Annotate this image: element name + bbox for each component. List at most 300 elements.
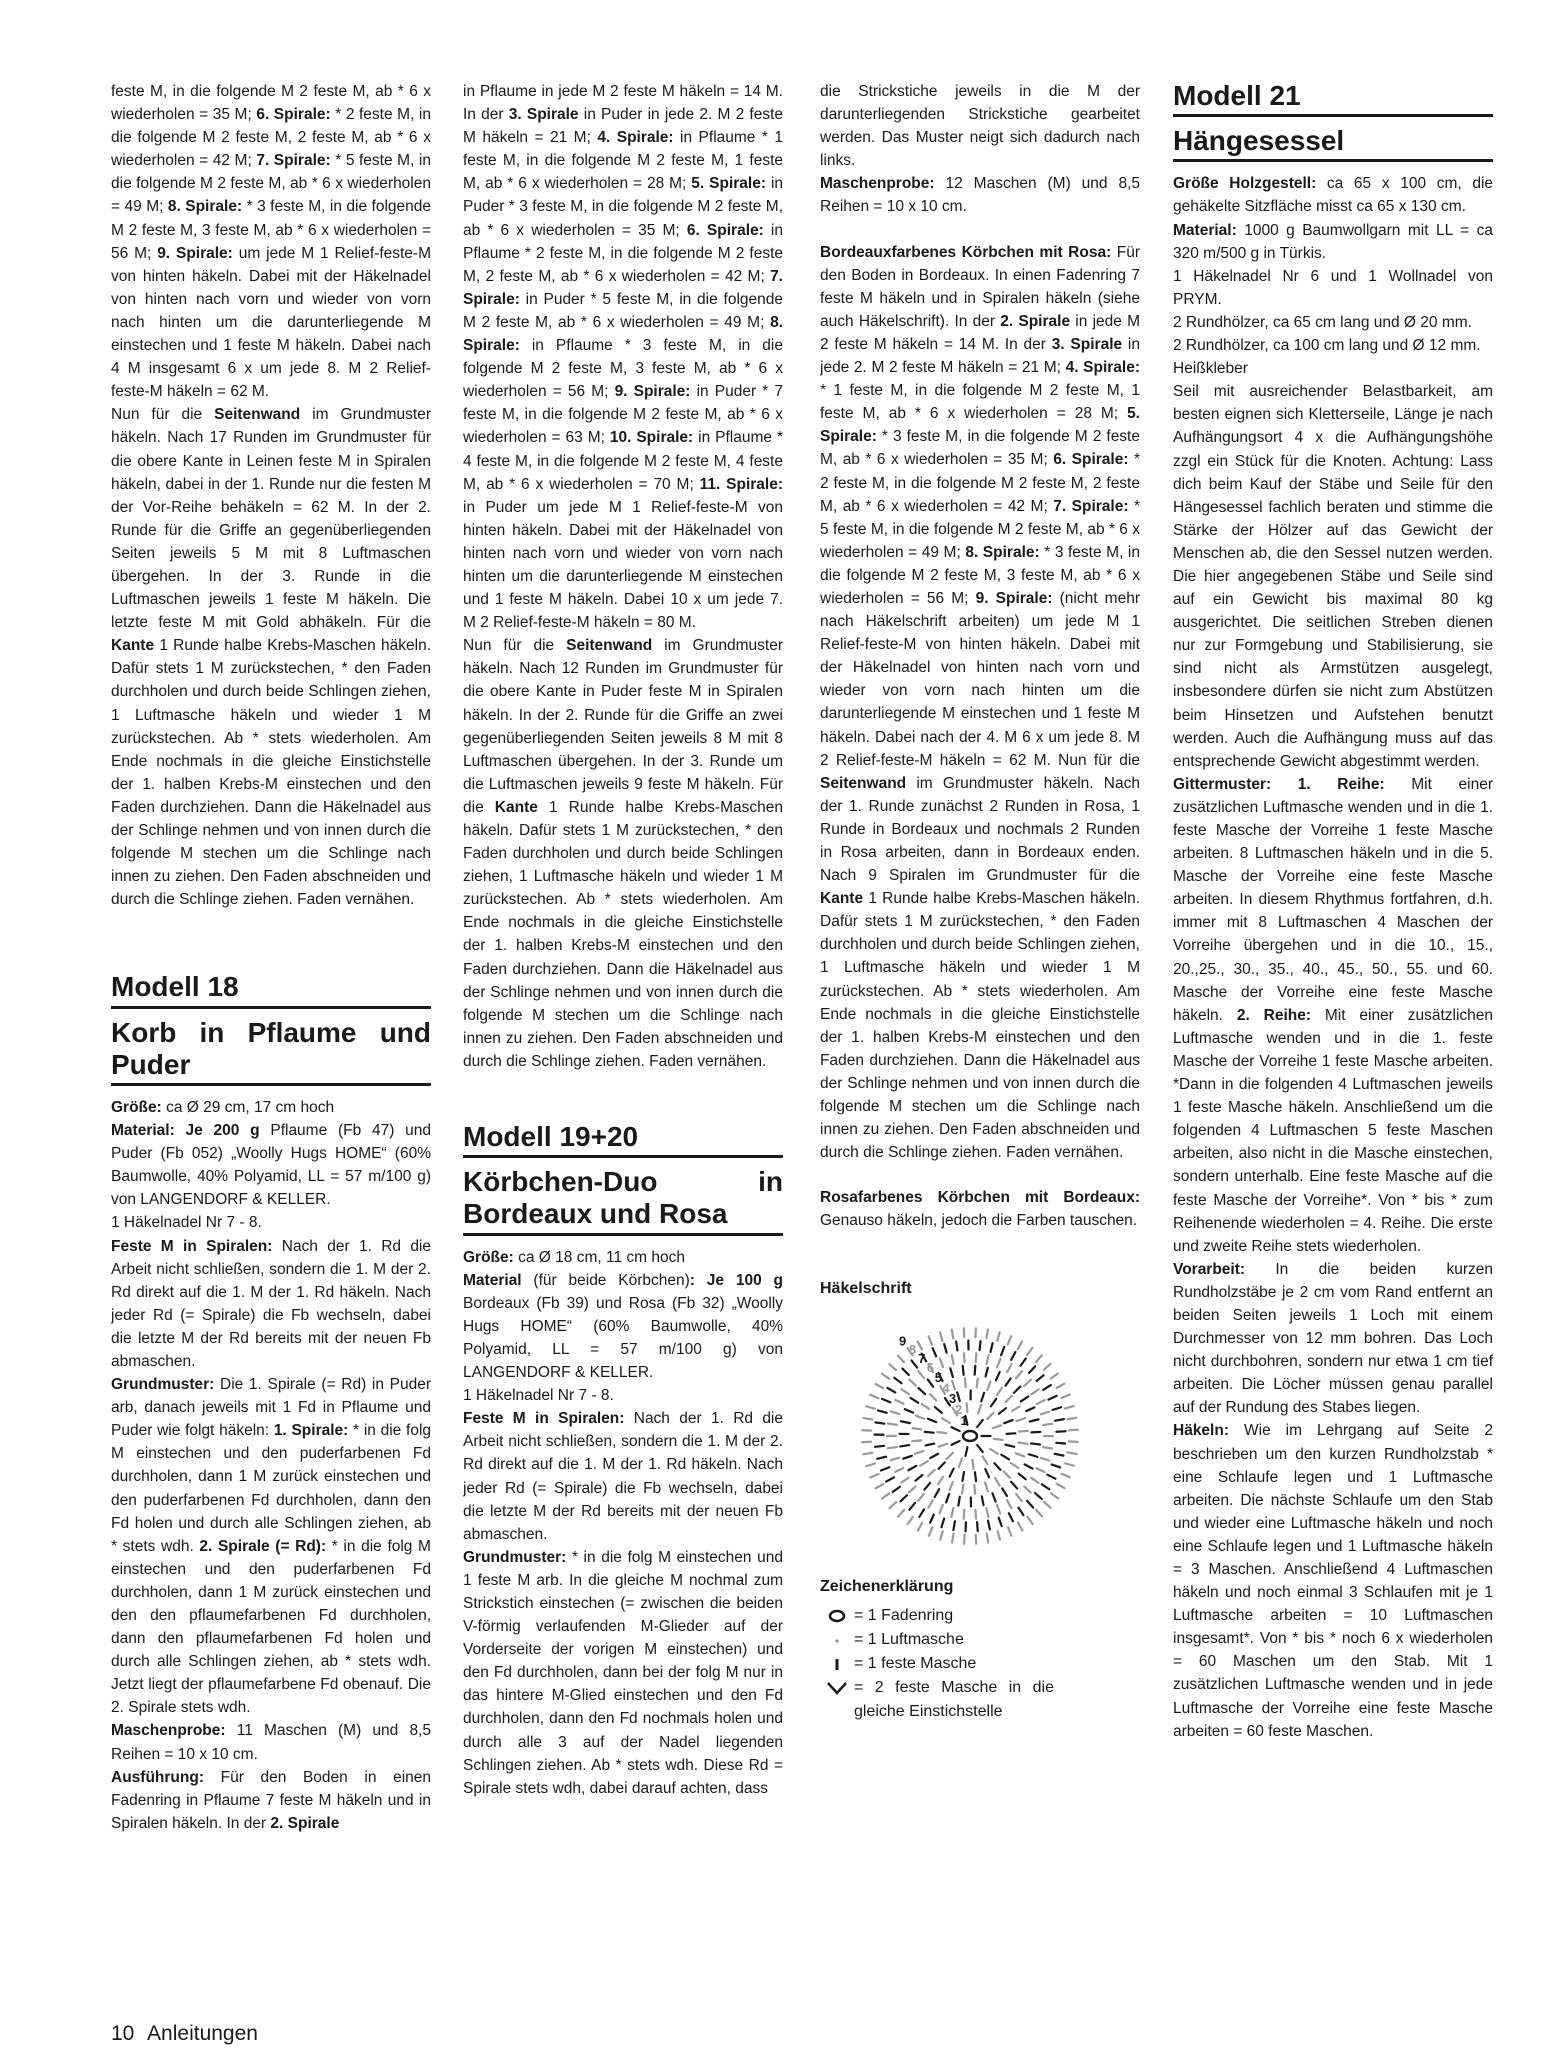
paragraph: Nun für die Seitenwand im Grundmuster häkeln. Nach 17 Runden im Grundmuster für die obere Kante in Leinen feste M in Spiralen häkeln, dabei in der 1. Runde nur die festen M der Vor-Reihe behäkeln = 62 M. In der 2. Runde für die Griffe an gegenüberliegenden Seiten jeweils 5 M mit 8 Luftmaschen übergehen. In der 3. Runde in die Luftmaschen jeweils 1 feste M häkeln. Die letzte feste M mit Gold abhäkeln. Für die Kante 1 Runde halbe Krebs-Maschen häkeln. Dafür stets 1 M zurückstechen, * den Faden durchholen und durch beide Schlingen ziehen, 1 Luftmasche häkeln und wieder 1 M zurückstechen. Ab * stets wiederholen. Am Ende nochmals in die gleiche Einstichstelle der 1. halben Krebs-M einstechen und den Faden durchziehen. Dann die Häkelnadel aus der Schlinge nehmen und von innen durch die folgende M stechen um die Schlinge nach innen zu ziehen. Den Faden abschneiden und durch die Schlinge ziehen. Faden vernähen. (111, 406, 431, 909)
chart-stitch (929, 1527, 932, 1535)
chart-stitch (866, 1406, 875, 1408)
increase-v-icon (820, 1676, 854, 1695)
chart-stitch (922, 1404, 930, 1409)
bold-term: Feste M in Spiralen: (111, 1237, 273, 1255)
chart-stitch (977, 1445, 983, 1452)
chart-stitch (942, 1418, 950, 1423)
chart-stitch (913, 1428, 922, 1429)
chart-stitch (987, 1412, 993, 1418)
chart-stitch (1026, 1407, 1034, 1411)
chart-stitch (928, 1500, 933, 1508)
chart-stitch (987, 1533, 989, 1542)
chart-stitch (1065, 1406, 1074, 1409)
chart-stitch (965, 1447, 967, 1456)
paragraph: Ausführung: Für den Boden in einen Fadenring in Pflaume 7 feste M häkeln und in Spiralen häkeln. In der 2. Spirale (111, 1768, 431, 1832)
bold-term: Größe: (463, 1248, 514, 1266)
bold-term: 6. Spirale: (686, 221, 764, 239)
chart-stitch (1007, 1364, 1012, 1372)
chart-stitch (890, 1502, 897, 1508)
bold-term: 4. Spirale: (597, 129, 674, 147)
paragraph: Größe Holzgestell: ca 65 x 100 cm, die gehäkelte Sitzfläche misst ca 65 x 130 cm. (1173, 175, 1493, 216)
legend-title: Zeichenerklärung (820, 1577, 954, 1595)
chart-stitch (882, 1373, 889, 1378)
chart-stitch (1016, 1371, 1022, 1378)
bold-term: Material: Je 200 g (111, 1122, 260, 1140)
chart-stitch (1061, 1394, 1069, 1397)
chart-stitch (930, 1514, 934, 1522)
chart-stitch (997, 1358, 1000, 1366)
chart-stitch (990, 1449, 998, 1454)
chart-stitch (912, 1360, 918, 1367)
chart-stitch (1055, 1419, 1064, 1421)
page-number: 10 (111, 2022, 135, 2045)
chart-stitch (930, 1394, 936, 1401)
chart-stitch (928, 1418, 936, 1421)
model-21-title: Hängesessel (1173, 125, 1493, 162)
chart-stitch (997, 1332, 999, 1341)
bold-term: : Je 100 g (689, 1271, 783, 1289)
chart-stitch (975, 1509, 976, 1518)
paragraph: Feste M in Spiralen: Nach der 1. Rd die Arbeit nicht schließen, sondern die 1. M der 2. Rd direkt auf die 1. M der 1. Rd häkeln. Nach jeder Rd (= Spirale) die Fb wechseln, dabei die letzte M der Rd bereits mit der neuen Fb abmaschen. (111, 1237, 431, 1370)
chart-stitch (1031, 1477, 1038, 1482)
chart-stitch (1068, 1452, 1077, 1453)
chart-stitch (958, 1496, 959, 1505)
chart-stitch (908, 1516, 913, 1523)
legend-text: = 1 feste Masche (854, 1654, 977, 1672)
chart-stitch (918, 1371, 924, 1378)
ring-icon (820, 1609, 854, 1623)
bold-term: Feste M in Spiralen: (463, 1410, 625, 1428)
chart-stitch (866, 1463, 875, 1466)
chart-stitch (1008, 1527, 1011, 1535)
chart-stitch (997, 1505, 1000, 1513)
single-crochet-icon (820, 1656, 854, 1672)
paragraph: Bordeauxfarbenes Körbchen mit Rosa: Für den Boden in Bordeaux. In einen Fadenring 7 feste M häkeln und in Spiralen häkeln (siehe auch Häkelschrift). In der 2. Spirale in jede M 2 feste M häkeln = 14 M. In der 3. Spirale in jede 2. M 2 feste M häkeln = 21 M; 4. Spirale: * 1 feste M, in die folgende M 2 feste M, 1 feste M, ab * 6 x wiederholen = 28 M; 5. Spirale: * 3 feste M, in die folgende M 2 feste M, ab * 6 x wiederholen = 35 M; 6. Spirale: * 2 feste M, in die folgende M 2 feste M, 2 feste M, ab * 6 x wiederholen = 42 M; 7. Spirale: * 5 feste M, in die folgende M 2 feste M, ab * 6 x wiederholen = 49 M; 8. Spirale: * 3 feste M, in die folgende M 2 feste M, 3 feste M, ab * 6 x wiederholen = 56 M; 9. Spirale: (nicht mehr nach Häkelschrift arbeiten) um jede M 1 Relief-feste-M von hinten häkeln. Dabei mit der Häkelnadel von hinten nach vorn und wieder von vorn nach hinten um die darunterliegende M einstechen und 1 feste M häkeln. Dabei nach der 4. M 6 x um jede 8. M 2 Relief-feste-M häkeln = 62 M. Nun für die Seitenwand im Grundmuster häkeln. Nach der 1. Runde zunächst 2 Runden in Rosa, 1 Runde in Bordeaux und nochmals 2 Runden in Rosa arbeiten, dann in Bordeaux enden. Nach 9 Spiralen im Grundmuster für die Kante 1 Runde halbe Krebs-Maschen häkeln. Dafür stets 1 M zurückstechen, * den Faden durchholen und durch beide Schlingen ziehen, 1 Luftmasche häkeln und wieder 1 M zurückstechen. Ab * stets wiederholen. Am Ende nochmals in die gleiche Einstichstelle der 1. halben Krebs-M einstechen und den Faden durchziehen. Dann die Häkelnadel aus der Schlinge nehmen und von innen durch die folgende M stechen um die Schlinge nach innen zu ziehen. Den Faden abschneiden und durch die Schlinge ziehen. Faden vernähen. (820, 243, 1140, 1162)
chart-stitch (876, 1484, 884, 1488)
bold-term: Rosafarbenes Körbchen mit Bordeaux: (820, 1189, 1140, 1207)
paragraph: Feste M in Spiralen: Nach der 1. Rd die Arbeit nicht schließen, sondern die 1. M der 2. Rd direkt auf die 1. M der 1. Rd häkeln. Nach jeder Rd (= Spirale) die Fb wechseln, dabei die letzte M der Rd bereits mit der neuen Fb abmaschen. (463, 1410, 783, 1543)
chart-stitch (963, 1472, 964, 1481)
column-4 (1173, 80, 1493, 1743)
chart-stitch (928, 1379, 933, 1386)
chart-stitch (986, 1367, 988, 1376)
model-21-label: Modell 21 (1173, 80, 1493, 117)
chart-stitch (870, 1394, 878, 1397)
chart-stitch (893, 1486, 900, 1491)
chart-stitch (875, 1445, 884, 1446)
chart-stitch (996, 1372, 1000, 1380)
chart-stitch (986, 1508, 988, 1517)
chart-stitch (951, 1508, 953, 1517)
bold-term: 6. Spirale: (1053, 451, 1129, 469)
chart-stitch (929, 1336, 932, 1344)
paragraph: Größe: ca Ø 18 cm, 11 cm hoch (463, 1248, 685, 1266)
chart-round-number: 9 (899, 1333, 907, 1349)
chart-stitch (930, 1453, 938, 1457)
bold-term: 11. Spirale: (699, 475, 783, 493)
chart-stitch (1051, 1373, 1058, 1378)
bold-term: 10. Spirale: (609, 429, 694, 447)
paragraph: Seil mit ausreichender Belastbarkeit, am besten eignen sich Kletterseile, Länge je nach Aufhängungsort 4 x die Aufhängungshöhe zzgl ein Stück für die Knoten. Achtung: Lass dich beim Kauf der Stäbe und Seile für den Hängesessel fachlich beraten und stimme die Stärke der Hölzer auf das Gewicht der Menschen ab, die den Sessel nutzen werden. Die hier angegebenen Stäbe und Seile sind auf ein Gewicht bis maximal 80 kg ausgerichtet. Die seitlichen Streben dienen nur zur Formgebung und Stabilisierung, sie sind nicht als Armstützen ausgelegt, insbesondere dürfen sie nicht zum Abstützen beim Hinsetzen und Aufstehen benutzt werden. Auch die Aufhängung muss auf das entsprechende Gewicht abgestimmt werden. (1173, 383, 1493, 770)
paragraph: Gittermuster: 1. Reihe: Mit einer zusätzlichen Luftmasche wenden und in die 1. feste Masche der Vorreihe 1 feste Masche arbeiten. 8 Luftmaschen häkeln und in die 5. Masche der Vorreihe eine feste Masche arbeiten. In diesem Rhythmus fortfahren, d.h. immer mit 8 Luftmaschen 4 Maschen der Vorreihe übergehen und in die 10., 15., 20.,25., 30., 35., 40., 45., 50., 55. und 60. Masche der Vorreihe eine feste Masche häkeln. 2. Reihe: Mit einer zusätzlichen Luftmasche wenden und in die 1. feste Masche der Vorreihe 1 feste Masche arbeiten. *Dann in die folgenden 4 Luftmaschen jeweils 1 feste Masche häkeln. Anschließend um die folgenden 4 Luftmaschen 5 feste Maschen arbeiten, also nicht in die Masche einstechen, sondern unterhalb. Eine feste Masche auf die feste Masche der Vorreihe*. Von * bis * zum Reihenende wiederholen = 4. Reihe. Die erste und zweite Reihe stets wiederholen. (1173, 775, 1493, 1255)
chart-stitch (967, 1403, 968, 1412)
chart-stitch (877, 1456, 886, 1458)
bold-term: 8. Spirale: (167, 198, 243, 216)
chart-stitch (1014, 1386, 1020, 1392)
paragraph: Heißkleber (1173, 360, 1248, 378)
chart-stitch (1005, 1378, 1010, 1385)
chart-stitch (1021, 1396, 1028, 1401)
bold-term: Grundmuster: (111, 1376, 215, 1394)
paragraph: Material (für beide Körbchen): Je 100 g Bordeaux (Fb 39) und Rosa (Fb 32) „Woolly Hugs HOME“ (60% Baumwolle, 40% Polyamid, LL = 57 m/100 g) von LANGENDORF & KELLER. (463, 1271, 783, 1382)
bold-term: 5. Spirale: (691, 175, 767, 193)
chart-stitch (1037, 1375, 1044, 1381)
paragraph: Maschenprobe: 11 Maschen (M) und 8,5 Reihen = 10 x 10 cm. (111, 1722, 431, 1763)
chart-stitch (940, 1504, 943, 1512)
chart-stitch (941, 1518, 944, 1527)
bold-term: Vorarbeit: (1173, 1260, 1246, 1278)
chart-stitch (983, 1456, 988, 1464)
chart-stitch (962, 1484, 963, 1493)
chart-stitch (902, 1368, 908, 1374)
bold-term: 2. Spirale (= Rd): (199, 1537, 327, 1555)
chart-stitch (925, 1431, 934, 1432)
chart-stitch (1068, 1417, 1077, 1419)
chart-stitch (959, 1458, 962, 1466)
chart-stitch (975, 1365, 976, 1374)
chart-stitch (950, 1468, 954, 1476)
paragraph: 1 Häkelnadel Nr 7 - 8. (463, 1387, 614, 1405)
chart-stitch (1004, 1420, 1012, 1423)
chart-round-number: 5 (934, 1369, 943, 1385)
chart-stitch (953, 1521, 955, 1530)
bold-term: Häkeln: (1173, 1422, 1229, 1440)
chart-stitch (908, 1465, 916, 1469)
chart-stitch (952, 1441, 960, 1445)
chart-stitch (1065, 1463, 1074, 1465)
chart-stitch (863, 1418, 872, 1419)
chart-stitch (939, 1443, 948, 1446)
chart-stitch (1030, 1419, 1039, 1421)
chart-round-number: 2 (955, 1401, 963, 1417)
model-19-20-title: Körbchen-Duo in Bordeaux und Rosa (463, 1166, 783, 1235)
chart-stitch (918, 1341, 922, 1349)
chart-stitch (909, 1502, 915, 1509)
chart-stitch (1007, 1500, 1011, 1508)
chart-stitch (905, 1409, 913, 1412)
chart-stitch (898, 1355, 904, 1362)
chart-stitch (901, 1421, 910, 1423)
chart-stitch (976, 1353, 977, 1362)
chart-stitch (999, 1408, 1006, 1414)
chart-stitch (1027, 1516, 1032, 1523)
bold-term: Material: (1173, 221, 1237, 239)
bold-term: 9. Spirale: (975, 589, 1053, 607)
chart-stitch (888, 1447, 897, 1448)
chart-stitch (1029, 1454, 1038, 1457)
chart-stitch (997, 1387, 1002, 1395)
section-name: Anleitungen (147, 2022, 258, 2045)
chart-stitch (1031, 1443, 1040, 1444)
paragraph: die Strickstiche jeweils in die M der darunterliegenden Strickstiche gearbeitet werden. Das Muster neigt sich dadurch nach links. (820, 83, 1140, 170)
paragraph: Grundmuster: Die 1. Spirale (= Rd) in Puder arb, danach jeweils mit 1 Fd in Pflaume und Puder wie folgt häkeln: 1. Spirale: * in die folg M einstechen und den puderfarbenen Fd durchholen, dann 1 M zurück einstechen und den puderfarbenen Fd durchholen, dann den Fd holen und durch alle Schlingen ziehen, ab * stets wdh. 2. Spirale (= Rd): * in die folg M einstechen und den puderfarbenen Fd durchholen, dann 1 M zurück einstechen und den den pflaumefarbenen Fd durchholen, dann den pflaumefarbenen Fd holen und durch alle Schlingen ziehen, ab * stets wdh. Jetzt liegt der pflaumefarbene Fd obenauf. Die 2. Spirale stets wdh. (111, 1376, 431, 1717)
chart-stitch (935, 1407, 942, 1413)
bold-term: 8. Spirale: (463, 313, 783, 355)
chart-stitch (918, 1388, 925, 1394)
chart-stitch (1001, 1454, 1009, 1459)
chart-stitch (1024, 1486, 1031, 1492)
paragraph: Rosafarbenes Körbchen mit Bordeaux: Genauso häkeln, jedoch die Farben tauschen. (820, 1189, 1140, 1230)
chart-stitch (1031, 1389, 1038, 1394)
chart-stitch (900, 1445, 909, 1446)
chart-stitch (935, 1489, 940, 1497)
paragraph: Material: Je 200 g Pflaume (Fb 47) und Puder (Fb 052) „Woolly Hugs HOME“ (60% Baumwolle, 40% Polyamid, LL = 57 m/100 g) von LANGENDORF & KELLER. (111, 1122, 431, 1209)
chart-stitch (915, 1475, 922, 1481)
chart-stitch (1052, 1464, 1060, 1467)
chart-stitch (925, 1443, 934, 1445)
chart-stitch (1001, 1346, 1004, 1354)
bold-term: 2. Spirale (270, 1814, 340, 1832)
bold-term: Seitenwand (566, 637, 653, 655)
chart-stitch (918, 1522, 922, 1530)
chart-stitch (1055, 1453, 1064, 1455)
chart-stitch (933, 1348, 937, 1356)
chart-stitch (978, 1405, 981, 1413)
chart-stitch (944, 1344, 946, 1353)
chart-stitch (1017, 1418, 1026, 1421)
bold-term: 9. Spirale: (157, 244, 233, 262)
column-3 (820, 80, 1140, 1724)
chart-stitch (964, 1328, 965, 1337)
chart-stitch (985, 1469, 989, 1477)
paragraph: 1 Häkelnadel Nr 7 - 8. (111, 1214, 262, 1232)
chart-stitch (977, 1420, 983, 1427)
chart-stitch (950, 1368, 953, 1377)
column-1 (111, 80, 431, 1835)
chart-stitch (1019, 1430, 1028, 1431)
bold-term: 3. Spirale (1051, 335, 1123, 353)
paragraph: 2 Rundhölzer, ca 65 cm lang und Ø 20 mm. (1173, 313, 1472, 331)
chart-stitch (1041, 1458, 1050, 1461)
chart-stitch (939, 1462, 945, 1469)
chart-stitch (1005, 1396, 1012, 1402)
chart-stitch (988, 1520, 990, 1529)
bold-term: 9. Spirale: (614, 383, 691, 401)
bold-term: Seitenwand (820, 774, 907, 792)
bold-term: 7. Spirale: (256, 152, 331, 170)
bold-term: 7. Spirale: (463, 267, 783, 308)
legend-text: = 1 Fadenring (854, 1606, 954, 1624)
chart-stitch (1011, 1481, 1017, 1488)
chart-stitch (1024, 1379, 1031, 1385)
legend-item (820, 1676, 1140, 1724)
chart-stitch (875, 1383, 883, 1387)
chart-stitch (1043, 1447, 1052, 1448)
legend (820, 1604, 1140, 1724)
page-footer (111, 2022, 258, 2046)
bold-term: Ausführung: (111, 1768, 204, 1786)
bold-term: Maschenprobe: (111, 1722, 226, 1740)
chart-stitch (1011, 1352, 1015, 1360)
chart-stitch (952, 1329, 954, 1338)
chart-stitch (887, 1388, 895, 1393)
bold-term: Seitenwand (214, 406, 301, 424)
chart-stitch (998, 1531, 1001, 1540)
chart-stitch (1036, 1509, 1042, 1516)
legend-item (820, 1652, 1140, 1676)
chart-stitch (912, 1440, 921, 1441)
chart-stitch (975, 1472, 976, 1481)
chart-stitch (987, 1355, 989, 1364)
paragraph: Häkeln: Wie im Lehrgang auf Seite 2 beschrieben um den kurzen Rundholzstab * eine Schlaufe legen und 1 Luftmasche arbeiten. Die nächste Schlaufe um den Stab und wieder eine Luftmasche häkeln und noch eine Schlaufe legen und 1 Luftmasche häkeln = 3 Maschen. Anschließend 4 Luftmaschen häkeln und noch einmal 3 Schlaufen mit je 1 Luftmasche arbeiten = 10 Luftmaschen insgesamt*. Von * bis * noch 6 x wiederholen = 60 Maschen um den Stab. Mit 1 zusätzlichen Luftmasche wenden und in jede Luftmasche der Vorreihe eine feste Masche arbeiten = 60 feste Maschen. (1173, 1422, 1493, 1740)
chart-stitch (1057, 1383, 1065, 1387)
chart-stitch (991, 1398, 996, 1405)
chart-stitch (1027, 1500, 1033, 1507)
chart-stitch (990, 1343, 992, 1352)
chart-stitch (986, 1329, 987, 1338)
chart-stitch (1019, 1473, 1026, 1479)
chart-stitch (1036, 1355, 1042, 1362)
chart-stitch (1029, 1366, 1035, 1373)
chart-stitch (889, 1364, 896, 1370)
bold-term: 6. Spirale: (256, 106, 331, 124)
chart-round-number: 7 (918, 1350, 926, 1366)
chart-stitch (1006, 1433, 1015, 1434)
chart-stitch (1051, 1493, 1058, 1498)
chart-stitch (928, 1469, 935, 1475)
legend-text: = 2 feste Masche in die gleiche Einstichstelle (854, 1678, 1054, 1720)
chart-stitch (1019, 1442, 1028, 1443)
chart-stitch (900, 1495, 907, 1501)
bold-term: 8. Spirale: (965, 543, 1040, 561)
bold-term: Kante (820, 890, 864, 908)
chart-stitch (920, 1461, 928, 1466)
paragraph: Material: 1000 g Baumwollgarn mit LL = ca 320 m/500 g in Türkis. (1173, 221, 1493, 262)
chart-stitch (976, 1534, 977, 1543)
chart-stitch (888, 1423, 897, 1424)
chart-stitch (980, 1341, 981, 1350)
chart-stitch (909, 1486, 916, 1492)
chart-stitch (918, 1493, 924, 1500)
chart-stitch (870, 1474, 878, 1477)
bold-term: 2. Spirale (1000, 312, 1071, 330)
chart-stitch (937, 1432, 946, 1433)
bold-term: 7. Spirale: (1053, 497, 1129, 515)
chart-stitch (898, 1510, 904, 1517)
chart-stitch (1052, 1407, 1061, 1410)
bold-term: Kante (111, 637, 155, 655)
chart-stitch (1069, 1429, 1078, 1430)
chart-stitch (1009, 1513, 1013, 1521)
chart-stitch (891, 1457, 900, 1460)
chart-stitch (1011, 1463, 1019, 1468)
paragraph: in Pflaume in jede M 2 feste M häkeln = 14 M. In der 3. Spirale in Puder in jede 2. M 2 feste M häkeln = 21 M; 4. Spirale: in Pflaume * 1 feste M, in die folgende M 2 feste M, 1 feste M, ab * 6 x wiederholen = 28 M; 5. Spirale: in Puder * 3 feste M, in die folgende M 2 feste M, ab * 6 x wiederholen = 35 M; 6. Spirale: in Pflaume * 2 feste M, in die folgende M 2 feste M, 2 feste M, ab * 6 x wiederholen = 42 M; 7. Spirale: in Puder * 5 feste M, in die folgende M 2 feste M, ab * 6 x wiederholen = 49 M; 8. Spirale: in Pflaume * 3 feste M, in die folgende M 2 feste M, 3 feste M, ab * 6 x wiederholen = 56 M; 9. Spirale: in Puder * 7 feste M, in die folgende M 2 feste M, ab * 6 x wiederholen = 63 M; 10. Spirale: in Pflaume * 4 feste M, in die folgende M 2 feste M, 4 feste M, ab * 6 x wiederholen = 70 M; 11. Spirale: in Puder um jede M 1 Relief-feste-M von hinten häkeln. Dabei mit der Häkelnadel von hinten nach vorn und wieder von vorn nach hinten um die darunterliegende M einstechen und 1 feste M häkeln. Dabei 10 x um jede 7. M 2 Relief-feste-M häkeln = 80 M. (463, 83, 783, 632)
paragraph: Vorarbeit: In die beiden kurzen Rundholzstäbe je 2 cm vom Rand entfernt an beiden Seiten jeweils 1 Loch mit einem Durchmesser von 12 mm bohren. Das Loch nicht durchbohren, sondern nur etwa 1 cm tief arbeiten. Die Löcher müssen genau parallel auf der Rundung des Stabes liegen. (1173, 1260, 1493, 1417)
chart-stitch (882, 1493, 889, 1498)
chart-stitch (1021, 1358, 1026, 1365)
chart-stitch (994, 1463, 1000, 1470)
paragraph: Nun für die Seitenwand im Grundmuster häkeln. Nach 12 Runden im Grundmuster für die obere Kante in Puder feste M in Spiralen häkeln. In der 2. Runde für die Griffe an zwei gegenüberliegenden Seiten jeweils 8 M mit 8 Luftmaschen übergehen. In der 3. Runde um die Luftmaschen jeweils 9 feste M häkeln. Für die Kante 1 Runde halbe Krebs-Maschen häkeln. Dafür stets 1 M zurückstechen, * den Faden durchholen und durch beide Schlingen ziehen, 1 Luftmasche häkeln und wieder 1 M zurückstechen. Ab * stets wiederholen. Am Ende nochmals in die gleiche Einstichstelle der 1. halben Krebs-M einstechen und den Faden durchziehen. Dann die Häkelnadel aus der Schlinge nehmen und von innen durch die folgende M stechen um die Schlinge nach innen zu ziehen. Den Faden abschneiden und durch die Schlinge ziehen. Faden vernähen. (463, 637, 783, 1070)
chart-stitch (994, 1438, 1003, 1439)
chart-stitch (878, 1410, 887, 1412)
chart-stitch (915, 1451, 924, 1454)
chart-stitch (901, 1389, 908, 1394)
chart-stitch (1043, 1423, 1052, 1424)
chart-stitch (956, 1341, 957, 1350)
chart-stitch (895, 1468, 903, 1472)
paragraph: Grundmuster: * in die folg M einstechen und 1 feste M arb. In die gleiche M nochmal zum Strickstich einstechen (= zwischen die beiden V-förmig verlaufenden M-Glieder auf der Vorderseite der vorigen M einstechen) und den Fd durchholen, dann bei der folg M nur in das hintere M-Glied einstechen und den Fd durchholen, dann den Fd nochmals holen und durch alle 3 auf der Nadel liegenden Schlingen ziehen. Ab * stets wdh. Diese Rd = Spirale stets wdh, dabei darauf achten, dass (463, 1548, 783, 1797)
chart-stitch (938, 1476, 943, 1484)
chart-stitch (1041, 1411, 1050, 1414)
chart-stitch (1016, 1494, 1022, 1501)
chart-stitch (1005, 1444, 1014, 1446)
chart-stitch (973, 1459, 974, 1468)
chart-stitch (916, 1415, 924, 1418)
model-19-20-label: Modell 19+20 (463, 1121, 783, 1158)
chart-stitch (952, 1380, 955, 1389)
chart-stitch (940, 1531, 942, 1540)
chart-stitch (895, 1399, 903, 1403)
chart-stitch (1018, 1522, 1022, 1530)
chart-stitch (977, 1522, 978, 1531)
chart-stitch (1035, 1493, 1042, 1499)
chart-stitch (1057, 1483, 1065, 1487)
bold-term: Gittermuster: 1. Reihe: (1173, 775, 1385, 793)
chain-stitch-icon (820, 1633, 854, 1647)
chart-stitch (862, 1441, 871, 1442)
chart-stitch (965, 1378, 966, 1387)
paragraph: 2 Rundhölzer, ca 100 cm lang und Ø 12 mm. (1173, 337, 1481, 355)
chart-stitch (963, 1365, 964, 1374)
chart-stitch (894, 1377, 901, 1382)
chart-stitch (1018, 1507, 1023, 1514)
chart-round-number: 4 (942, 1379, 950, 1395)
chart-stitch (909, 1379, 916, 1385)
chart-stitch (891, 1411, 900, 1414)
chart-stitch (974, 1484, 975, 1493)
chart-stitch (977, 1378, 978, 1387)
bold-term: Kante (494, 798, 538, 816)
chart-stitch (1016, 1453, 1024, 1456)
chart-stitch (924, 1482, 930, 1489)
chart-stitch (981, 1392, 984, 1401)
chart-stitch (946, 1493, 949, 1501)
bold-term: Maschenprobe: (820, 175, 935, 193)
chart-stitch (919, 1509, 924, 1517)
paragraph: Größe: ca Ø 29 cm, 17 cm hoch (111, 1098, 335, 1116)
chart-stitch (882, 1398, 890, 1402)
chart-stitch (886, 1477, 894, 1481)
chart-stitch (946, 1452, 952, 1458)
paragraph: 1 Häkelnadel Nr 6 und 1 Wollnadel von PRYM. (1173, 267, 1493, 308)
chart-round-number: 1 (960, 1412, 968, 1428)
column-2 (463, 80, 783, 1800)
chart-stitch (1062, 1473, 1070, 1476)
bold-term: 5. Spirale: (820, 405, 1140, 446)
chart-stitch (940, 1332, 943, 1341)
chart-stitch (1037, 1468, 1045, 1472)
bold-term: Material (463, 1271, 522, 1289)
chart-round-number: 3 (948, 1390, 957, 1406)
chart-stitch (964, 1353, 965, 1362)
model-18-label: Modell 18 (111, 971, 431, 1008)
chart-stitch (952, 1533, 953, 1542)
chart-stitch (1027, 1347, 1032, 1354)
chart-stitch (1012, 1406, 1020, 1411)
chart-stitch (1037, 1400, 1045, 1404)
chart-stitch (995, 1478, 1000, 1486)
chart-stitch (1044, 1364, 1051, 1370)
